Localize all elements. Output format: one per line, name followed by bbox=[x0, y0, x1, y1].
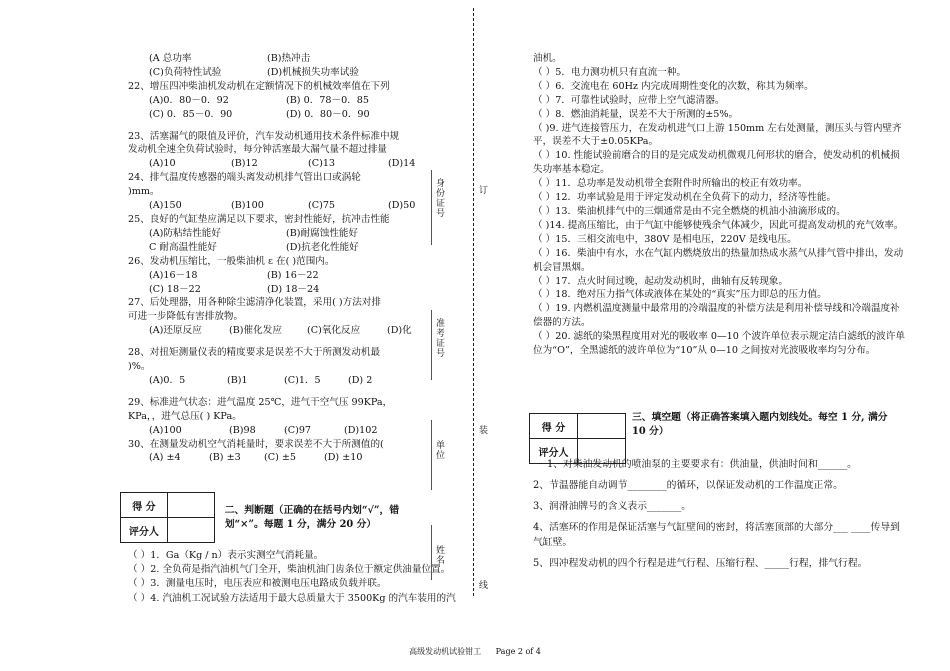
page-footer bbox=[0, 646, 950, 657]
section-2-title-line-1: 二、判断题（正确的在括号内划“√”，错 bbox=[224, 504, 400, 516]
score-box bbox=[120, 492, 215, 543]
id-number-line bbox=[431, 170, 432, 245]
question-23-line-2: 发动机全速全负荷试验时，每分钟活塞最大漏气量不超过排量 bbox=[128, 144, 388, 156]
tf-question-4: （ ）4. 汽油机工况试验方法适用于最大总质量大于 3500Kg 的汽车装用的汽 bbox=[128, 592, 456, 604]
score-cell[interactable] bbox=[578, 414, 626, 439]
question-23-options bbox=[128, 157, 426, 171]
exam-number-line bbox=[431, 310, 432, 380]
question-26-options-1 bbox=[128, 269, 426, 283]
option-d: (D)50 bbox=[388, 200, 416, 212]
question-29-line-2: KPa，，进气总压( ) KPa。 bbox=[128, 410, 242, 422]
section-3-title-line-1: 三、填空题（将正确答案填入题内划线处。每空 1 分, 满分 bbox=[632, 412, 888, 423]
fill-in-questions bbox=[533, 457, 905, 571]
tf-question-20: （ ）20. 滤纸的染黑程度用对光的吸收率 0—10 个波许单位表示规定洁白滤纸的波许单位为“O”，全黑滤纸的波许单位为“10”从 0—10 之间按对光波吸收率均匀分布。 bbox=[533, 331, 905, 357]
question-26-options-2 bbox=[128, 283, 426, 297]
option-a: (A)0．80－0．92 bbox=[149, 94, 229, 106]
mount-mark: 装 bbox=[477, 425, 487, 435]
unit-label: 单位 bbox=[434, 440, 444, 460]
option-b: (B) ±3 bbox=[209, 452, 241, 464]
tf-question-13: （ ）13．柴油机排气中的三烟通常是由不完全燃烧的机油小油滴形成的。 bbox=[533, 205, 846, 217]
tf-question-18: （ ）18．绝对压力指气体或液体在某处的“真实”压力即总的压力值。 bbox=[533, 289, 827, 301]
option-a: (A) ±4 bbox=[149, 452, 181, 464]
order-mark: 订 bbox=[477, 185, 487, 195]
section-2-title bbox=[225, 504, 430, 532]
question-26: 26、发动机压缩比，一般柴油机 ε 在( )范围内。 bbox=[128, 255, 335, 267]
question-24-line-1: 24、排气温度传感器的端头离发动机排气管出口或涡轮 bbox=[128, 172, 361, 184]
option-b: (B)催化发应 bbox=[229, 325, 282, 337]
grader-label: 评分人 bbox=[121, 518, 168, 543]
question-25: 25、良好的气缸垫应满足以下要求，密封性能好，抗冲击性能 bbox=[128, 213, 390, 225]
name-label: 姓名 bbox=[434, 545, 444, 565]
option-d: (D)14 bbox=[388, 158, 416, 170]
question-22-options-1 bbox=[128, 94, 426, 108]
option-d: (D) 18－24 bbox=[267, 283, 320, 295]
right-column bbox=[533, 52, 905, 358]
prev-question-options-1 bbox=[128, 52, 426, 66]
question-22: 22、增压四冲柴油机发动机在定额情况下的机械效率值在下列 bbox=[128, 80, 390, 92]
score-label: 得 分 bbox=[530, 414, 578, 439]
option-c: (C) ±5 bbox=[264, 452, 297, 464]
question-29-options bbox=[128, 424, 426, 438]
score-label: 得 分 bbox=[121, 493, 168, 518]
option-c: (C) 0．85－0．90 bbox=[149, 108, 233, 120]
option-b: (B) 16－22 bbox=[267, 269, 319, 281]
score-cell[interactable] bbox=[167, 493, 214, 518]
tf-question-8: （ ）8．燃油消耗量，误差不大于所测的±5%。 bbox=[533, 108, 739, 120]
tf-question-11: （ ）11．总功率是发动机带全套附件时所输出的校正有效功率。 bbox=[533, 178, 808, 190]
option-c: (C)97 bbox=[284, 424, 312, 436]
option-c: (C)13 bbox=[308, 158, 336, 170]
question-27-options bbox=[128, 324, 426, 338]
tf-question-4-cont: 油机。 bbox=[533, 53, 562, 64]
option-b: (B)100 bbox=[231, 200, 264, 212]
option-b: (B) 0．78－0．85 bbox=[286, 94, 369, 106]
option-a: (A)0．5 bbox=[149, 374, 186, 386]
name-line bbox=[431, 525, 432, 580]
section-2-header bbox=[120, 492, 430, 543]
question-28-line-2: )%。 bbox=[128, 361, 151, 373]
tf-question-6: （ ）6．交流电在 60Hz 内完成周期性变化的次数，称其为频率。 bbox=[533, 80, 814, 92]
tf-question-2: （ ）2. 全负荷是指汽油机气门全开，柴油机油门齿条位于额定供油量位置。 bbox=[128, 564, 451, 576]
fill-question-5: 5、四冲程发动机的四个行程是进气行程、压缩行程、_____行程，排气行程。 bbox=[533, 558, 868, 569]
tf-question-5: （ ）5．电力测功机只有直流一种。 bbox=[533, 66, 687, 78]
question-28-options bbox=[128, 374, 426, 388]
prev-question-options-2 bbox=[128, 66, 426, 80]
grader-label: 评分人 bbox=[530, 439, 578, 464]
tf-question-3: （ ）3．测量电压时，电压表应和被测电压电路成负载并联。 bbox=[128, 578, 387, 590]
question-27-line-1: 27、后处理器，用各种除尘滤清净化装置，采用( )方法对排 bbox=[128, 297, 381, 309]
tf-question-19: （ ）19. 内燃机温度测量中最常用的冷端温度的补偿方法是利用补偿导线和冷端温度补偿器的方法。 bbox=[533, 303, 900, 329]
page-number: Page 2 of 4 bbox=[495, 647, 541, 656]
tf-question-15: （ ）15．三相交流电中，380V 是相电压，220V 是线电压。 bbox=[533, 233, 797, 245]
fill-question-1: 1、对柴油发动机的喷油泵的主要要求有：供油量，供油时间和______。 bbox=[547, 459, 857, 470]
option-d: (D) 2 bbox=[348, 374, 373, 386]
question-30-options bbox=[128, 451, 426, 465]
question-23-line-1: 23、活塞漏气的限值及评价，汽车发动机通用技术条件标准中规 bbox=[128, 130, 400, 142]
option-c: (C)75 bbox=[308, 200, 336, 212]
tf-question-9: （ )9. 进气连接管压力，在发动机进气口上游 150mm 左右处测量，测压头与管内壁齐平，误差不大于±0.05KPa。 bbox=[533, 122, 902, 148]
question-29-line-1: 29、标准进气状态：进气温度 25℃，进气干空气压 99KPa， bbox=[128, 396, 393, 408]
option-d: (D)102 bbox=[344, 424, 378, 436]
option-a: (A 总功率 bbox=[149, 53, 192, 64]
option-b: (B)12 bbox=[231, 158, 258, 170]
option-a: (A)防粘结性能好 bbox=[149, 227, 221, 239]
fill-question-3: 3、润滑油牌号的含义表示_______。 bbox=[533, 501, 692, 512]
option-c: (C)氧化反应 bbox=[307, 325, 361, 337]
option-d: (D) ±10 bbox=[324, 452, 363, 464]
tf-question-12: （ ）12．功率试验是用于评定发动机在全负荷下的动力，经济等性能。 bbox=[533, 192, 837, 204]
section-3-title-line-2: 10 分） bbox=[632, 426, 669, 437]
question-28-line-1: 28、对扭矩测量仪表的精度要求是误差不大于所测发动机最 bbox=[128, 347, 381, 359]
tf-question-16: （ ）16．柴油中有水，水在气缸内燃烧放出的热量加热成水蒸气从排气管中排出，发动机会冒黑烟。 bbox=[533, 247, 904, 273]
id-number-label: 身份证号 bbox=[434, 178, 444, 218]
left-column bbox=[128, 52, 426, 465]
option-b: (B)热冲击 bbox=[267, 53, 311, 64]
option-a: (A)150 bbox=[149, 200, 182, 212]
question-24-options bbox=[128, 199, 426, 213]
option-c: (C)负荷特性试验 bbox=[149, 66, 222, 78]
option-c: (C)1．5 bbox=[284, 374, 321, 386]
footer-title: 高级发动机试验钳工 bbox=[409, 647, 482, 656]
option-d: (D) 0．80－0．90 bbox=[286, 108, 370, 120]
option-d: (D)抗老化性能好 bbox=[286, 241, 359, 253]
section-2-title-line-2: 划“×”。每题 1 分，满分 20 分） bbox=[224, 518, 377, 530]
question-25-options-2 bbox=[128, 241, 426, 255]
tf-question-10: （ ）10. 性能试验前磨合的目的是完成发动机微观几何形状的磨合，使发动机的机械损失功率基本稳定。 bbox=[533, 150, 900, 176]
tf-question-14: （ )14. 提高压缩比，由于气缸中能够使残余气体减少，因此可提高发动机的充气效率。 bbox=[533, 219, 904, 231]
question-24-line-2: )mm。 bbox=[128, 186, 160, 198]
grader-cell[interactable] bbox=[167, 518, 214, 543]
question-25-options-1 bbox=[128, 227, 426, 241]
tf-question-1: （ ）1．Ga（Kg / n）表示实测空气消耗量。 bbox=[128, 550, 324, 561]
question-30: 30、在测量发动机空气消耗量时，要求误差不大于所测值的( bbox=[128, 438, 384, 450]
option-c: C 耐高温性能好 bbox=[149, 241, 217, 253]
option-a: (A)16－18 bbox=[149, 269, 198, 281]
option-a: (A)100 bbox=[149, 424, 182, 436]
fill-question-4: 4、活塞环的作用是保证活塞与气缸壁间的密封，将活塞顶部的大部分___ ____传导到气缸壁。 bbox=[533, 522, 900, 548]
tf-question-17: （ ）17．点火时间过晚，起动发动机时，曲轴有反转现象。 bbox=[533, 275, 789, 287]
unit-line bbox=[431, 420, 432, 490]
option-b: (B)耐腐蚀性能好 bbox=[286, 227, 359, 239]
option-a: (A)10 bbox=[149, 158, 176, 170]
question-27-line-2: 可进一步降低有害排放物。 bbox=[128, 311, 244, 323]
section-3-title bbox=[632, 411, 888, 439]
line-mark: 线 bbox=[477, 580, 487, 590]
option-d: (D)化 bbox=[387, 325, 412, 337]
option-c: (C) 18－22 bbox=[149, 283, 201, 295]
tf-question-7: （ ）7．可靠性试验时，应带上空气滤清器。 bbox=[533, 94, 725, 106]
question-22-options-2 bbox=[128, 108, 426, 122]
binding-dashed-line bbox=[473, 8, 474, 596]
exam-number-label: 准考证号 bbox=[434, 318, 444, 358]
option-b: (B)98 bbox=[229, 424, 256, 436]
option-b: (B)1 bbox=[227, 374, 248, 386]
option-d: (D)机械损失功率试验 bbox=[267, 66, 359, 78]
fill-question-2: 2、节温器能自动调节________的循环，以保证发动机的工作温度正常。 bbox=[533, 480, 843, 491]
option-a: (A)还原反应 bbox=[149, 325, 202, 337]
